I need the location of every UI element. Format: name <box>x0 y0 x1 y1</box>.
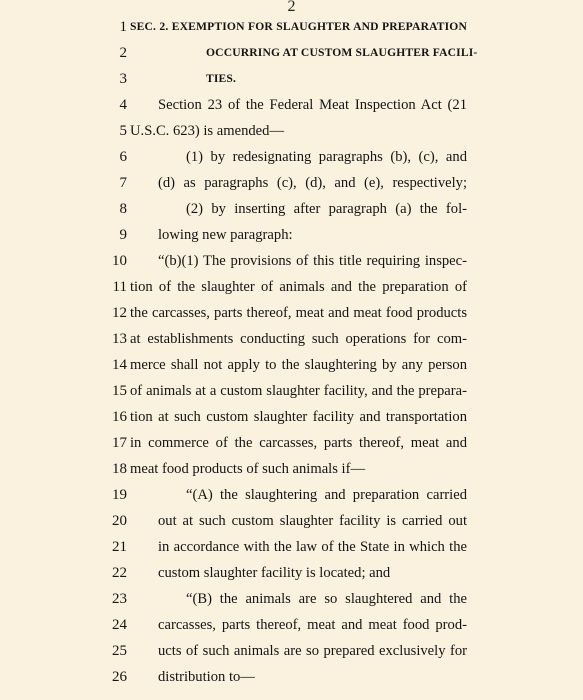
line-number: 20 <box>112 513 127 529</box>
text-line: ucts of such animals are so prepared exclusively for <box>158 643 467 659</box>
text-line: tion of the slaughter of animals and the preparation of <box>130 279 467 295</box>
text-line: at establishments conducting such operations for com- <box>130 331 467 347</box>
line-number: 11 <box>112 279 127 295</box>
line-number: 18 <box>112 461 127 477</box>
line-number: 16 <box>112 409 127 425</box>
text-line: custom slaughter facility is located; and <box>158 565 391 581</box>
line-number: 8 <box>119 201 127 217</box>
line-number: 17 <box>112 435 127 451</box>
text-line: lowing new paragraph: <box>158 227 293 243</box>
section-heading: OCCURRING AT CUSTOM SLAUGHTER FACILI- <box>206 46 478 59</box>
text-line: in accordance with the law of the State in which the <box>158 539 467 555</box>
section-heading: TIES. <box>206 72 237 85</box>
line-number: 10 <box>112 253 127 269</box>
line-number: 5 <box>119 123 127 139</box>
line-number: 12 <box>112 305 127 321</box>
line-number: 23 <box>112 591 127 607</box>
text-line: merce shall not apply to the slaughtering by any person <box>130 357 467 373</box>
line-number: 21 <box>112 539 127 555</box>
text-line: of animals at a custom slaughter facility, and the prepara- <box>130 383 467 399</box>
text-line: the carcasses, parts thereof, meat and meat food products <box>130 305 467 321</box>
text-line: out at such custom slaughter facility is carried out <box>158 513 467 529</box>
text-line: “(B) the animals are so slaughtered and the <box>186 591 467 607</box>
line-number: 4 <box>119 97 127 113</box>
line-number: 25 <box>112 643 127 659</box>
text-line: (d) as paragraphs (c), (d), and (e), respectively; <box>158 175 467 191</box>
line-number: 13 <box>112 331 127 347</box>
line-number: 2 <box>119 45 127 61</box>
line-number: 1 <box>119 19 127 35</box>
text-line: “(b)(1) The provisions of this title requiring inspec- <box>158 253 467 269</box>
line-number: 22 <box>112 565 127 581</box>
text-line: in commerce of the carcasses, parts thereof, meat and <box>130 435 467 451</box>
line-number: 9 <box>119 227 127 243</box>
line-number: 19 <box>112 487 127 503</box>
text-line: meat food products of such animals if— <box>130 461 366 477</box>
text-line: (2) by inserting after paragraph (a) the fol- <box>186 201 467 217</box>
text-line: tion at such custom slaughter facility and transportation <box>130 409 467 425</box>
text-line: Section 23 of the Federal Meat Inspection Act (21 <box>158 97 467 113</box>
line-number: 24 <box>112 617 127 633</box>
text-line: (1) by redesignating paragraphs (b), (c), and <box>186 149 467 165</box>
line-number: 26 <box>112 669 127 685</box>
text-line: carcasses, parts thereof, meat and meat food prod- <box>158 617 467 633</box>
line-number: 14 <box>112 357 127 373</box>
line-number: 6 <box>119 149 127 165</box>
line-number: 3 <box>119 71 127 87</box>
section-heading: SEC. 2. EXEMPTION FOR SLAUGHTER AND PREPARATION <box>130 20 467 33</box>
line-number: 15 <box>112 383 127 399</box>
text-line: U.S.C. 623) is amended— <box>130 123 285 139</box>
text-line: distribution to— <box>158 669 255 685</box>
text-line: “(A) the slaughtering and preparation carried <box>186 487 467 503</box>
page-number: 2 <box>287 0 296 15</box>
line-number: 7 <box>119 175 127 191</box>
